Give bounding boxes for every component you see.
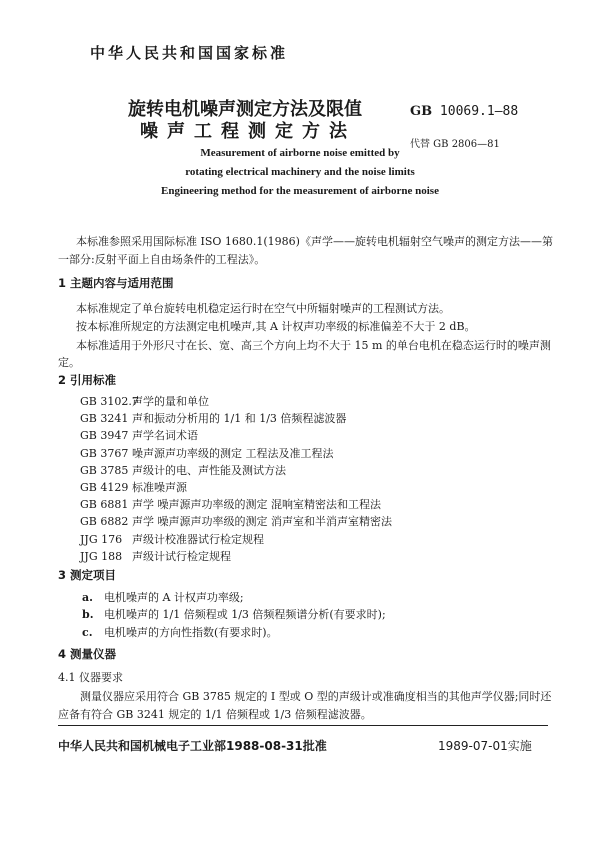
section-1-line: 定。: [58, 356, 80, 369]
section-1-line: 本标准适用于外形尺寸在长、宽、高三个方向上均不大于 15 m 的单台电机在稳态运行时的噪声测: [76, 339, 551, 352]
reference-title: 声学的量和单位: [132, 395, 209, 408]
section-1-line: 本标准规定了单台旋转电机稳定运行时在空气中所辐射噪声的工程测试方法。: [76, 302, 450, 315]
reference-title: 声和振动分析用的 1/1 和 1/3 倍频程滤波器: [132, 412, 347, 426]
subsection-4-1-heading: 4.1 仪器要求: [58, 671, 123, 684]
english-title-3: Engineering method for the measurement of airborne noise: [161, 185, 439, 197]
intro-line-2: 一部分:反射平面上自由场条件的工程法》。: [58, 253, 266, 266]
reference-code: GB 3785: [80, 463, 129, 477]
standard-number: [410, 104, 518, 119]
reference-code: GB 6881: [80, 498, 129, 512]
list-text: 电机噪声的 A 计权声功率级;: [104, 591, 244, 604]
reference-code: GB 3947: [80, 429, 129, 443]
standard-code: 10069.1—88: [439, 104, 519, 119]
reference-code: GB 3767: [80, 446, 129, 460]
reference-title: 声级计的电、声性能及测试方法: [132, 463, 286, 477]
list-item: [82, 589, 244, 605]
reference-item: [80, 531, 264, 547]
list-item: [82, 624, 278, 640]
list-key: c.: [82, 626, 93, 639]
reference-title: 标准噪声源: [132, 481, 187, 494]
reference-item: [80, 445, 334, 461]
list-item: [82, 606, 386, 622]
document-header: 中华人民共和国国家标准: [90, 44, 289, 62]
effective-date: 1989-07-01实施: [438, 739, 532, 753]
title-line-1: 旋转电机噪声测定方法及限值: [128, 99, 362, 120]
reference-item: [80, 393, 209, 409]
reference-code: GB 4129: [80, 481, 129, 494]
reference-item: [80, 427, 198, 443]
reference-item: [80, 496, 381, 512]
section-1-heading: 1 主题内容与适用范围: [58, 276, 174, 290]
reference-title: 声级计试行检定规程: [132, 549, 231, 563]
standard-prefix: GB: [410, 104, 433, 119]
title-line-2: 噪声工程测定方法: [140, 121, 356, 142]
section-4-line: 测量仪器应采用符合 GB 3785 规定的 I 型或 O 型的声级计或准确度相当的其他声学仪器;同时还: [80, 690, 552, 703]
reference-item: [80, 462, 286, 478]
section-2-heading: 2 引用标准: [58, 373, 117, 387]
english-title-1: Measurement of airborne noise emitted by: [200, 147, 400, 159]
list-text: 电机噪声的方向性指数(有要求时)。: [104, 626, 278, 639]
approval-note: 中华人民共和国机械电子工业部1988-08-31批准: [58, 739, 327, 753]
reference-title: 噪声源声功率级的测定 工程法及准工程法: [132, 446, 334, 460]
reference-code: GB 3241: [80, 412, 129, 426]
section-1-line: 按本标准所规定的方法测定电机噪声,其 A 计权声功率级的标准偏差不大于 2 dB。: [76, 320, 476, 333]
reference-title: 声级计校准器试行检定规程: [132, 532, 264, 546]
list-key: b.: [82, 608, 94, 621]
reference-item: [80, 548, 231, 564]
reference-title: 声学 噪声源声功率级的测定 混响室精密法和工程法: [132, 498, 381, 512]
reference-item: [80, 513, 392, 529]
list-key: a.: [82, 591, 93, 604]
reference-item: [80, 479, 187, 495]
intro-line-1: 本标准参照采用国际标准 ISO 1680.1(1986)《声学——旋转电机辐射空气噪声的测定方法——第: [76, 235, 553, 248]
reference-code: JJG 188: [80, 549, 123, 563]
reference-title: 声学名词术语: [132, 429, 198, 443]
english-title-2: rotating electrical machinery and the noise limits: [185, 166, 415, 178]
section-3-heading: 3 测定项目: [58, 568, 117, 582]
replaces-note: 代替 GB 2806—81: [410, 139, 500, 150]
section-4-line: 应备有符合 GB 3241 规定的 1/1 倍频程或 1/3 倍频程滤波器。: [58, 708, 372, 721]
reference-code: GB 6882: [80, 515, 129, 529]
reference-code: JJG 176: [80, 532, 123, 546]
list-text: 电机噪声的 1/1 倍频程或 1/3 倍频程频谱分析(有要求时);: [104, 608, 386, 621]
reference-item: [80, 410, 346, 426]
footer-divider: [58, 725, 548, 726]
section-4-heading: 4 测量仪器: [58, 647, 117, 661]
reference-code: GB 3102.7: [80, 395, 139, 408]
reference-title: 声学 噪声源声功率级的测定 消声室和半消声室精密法: [132, 515, 392, 529]
